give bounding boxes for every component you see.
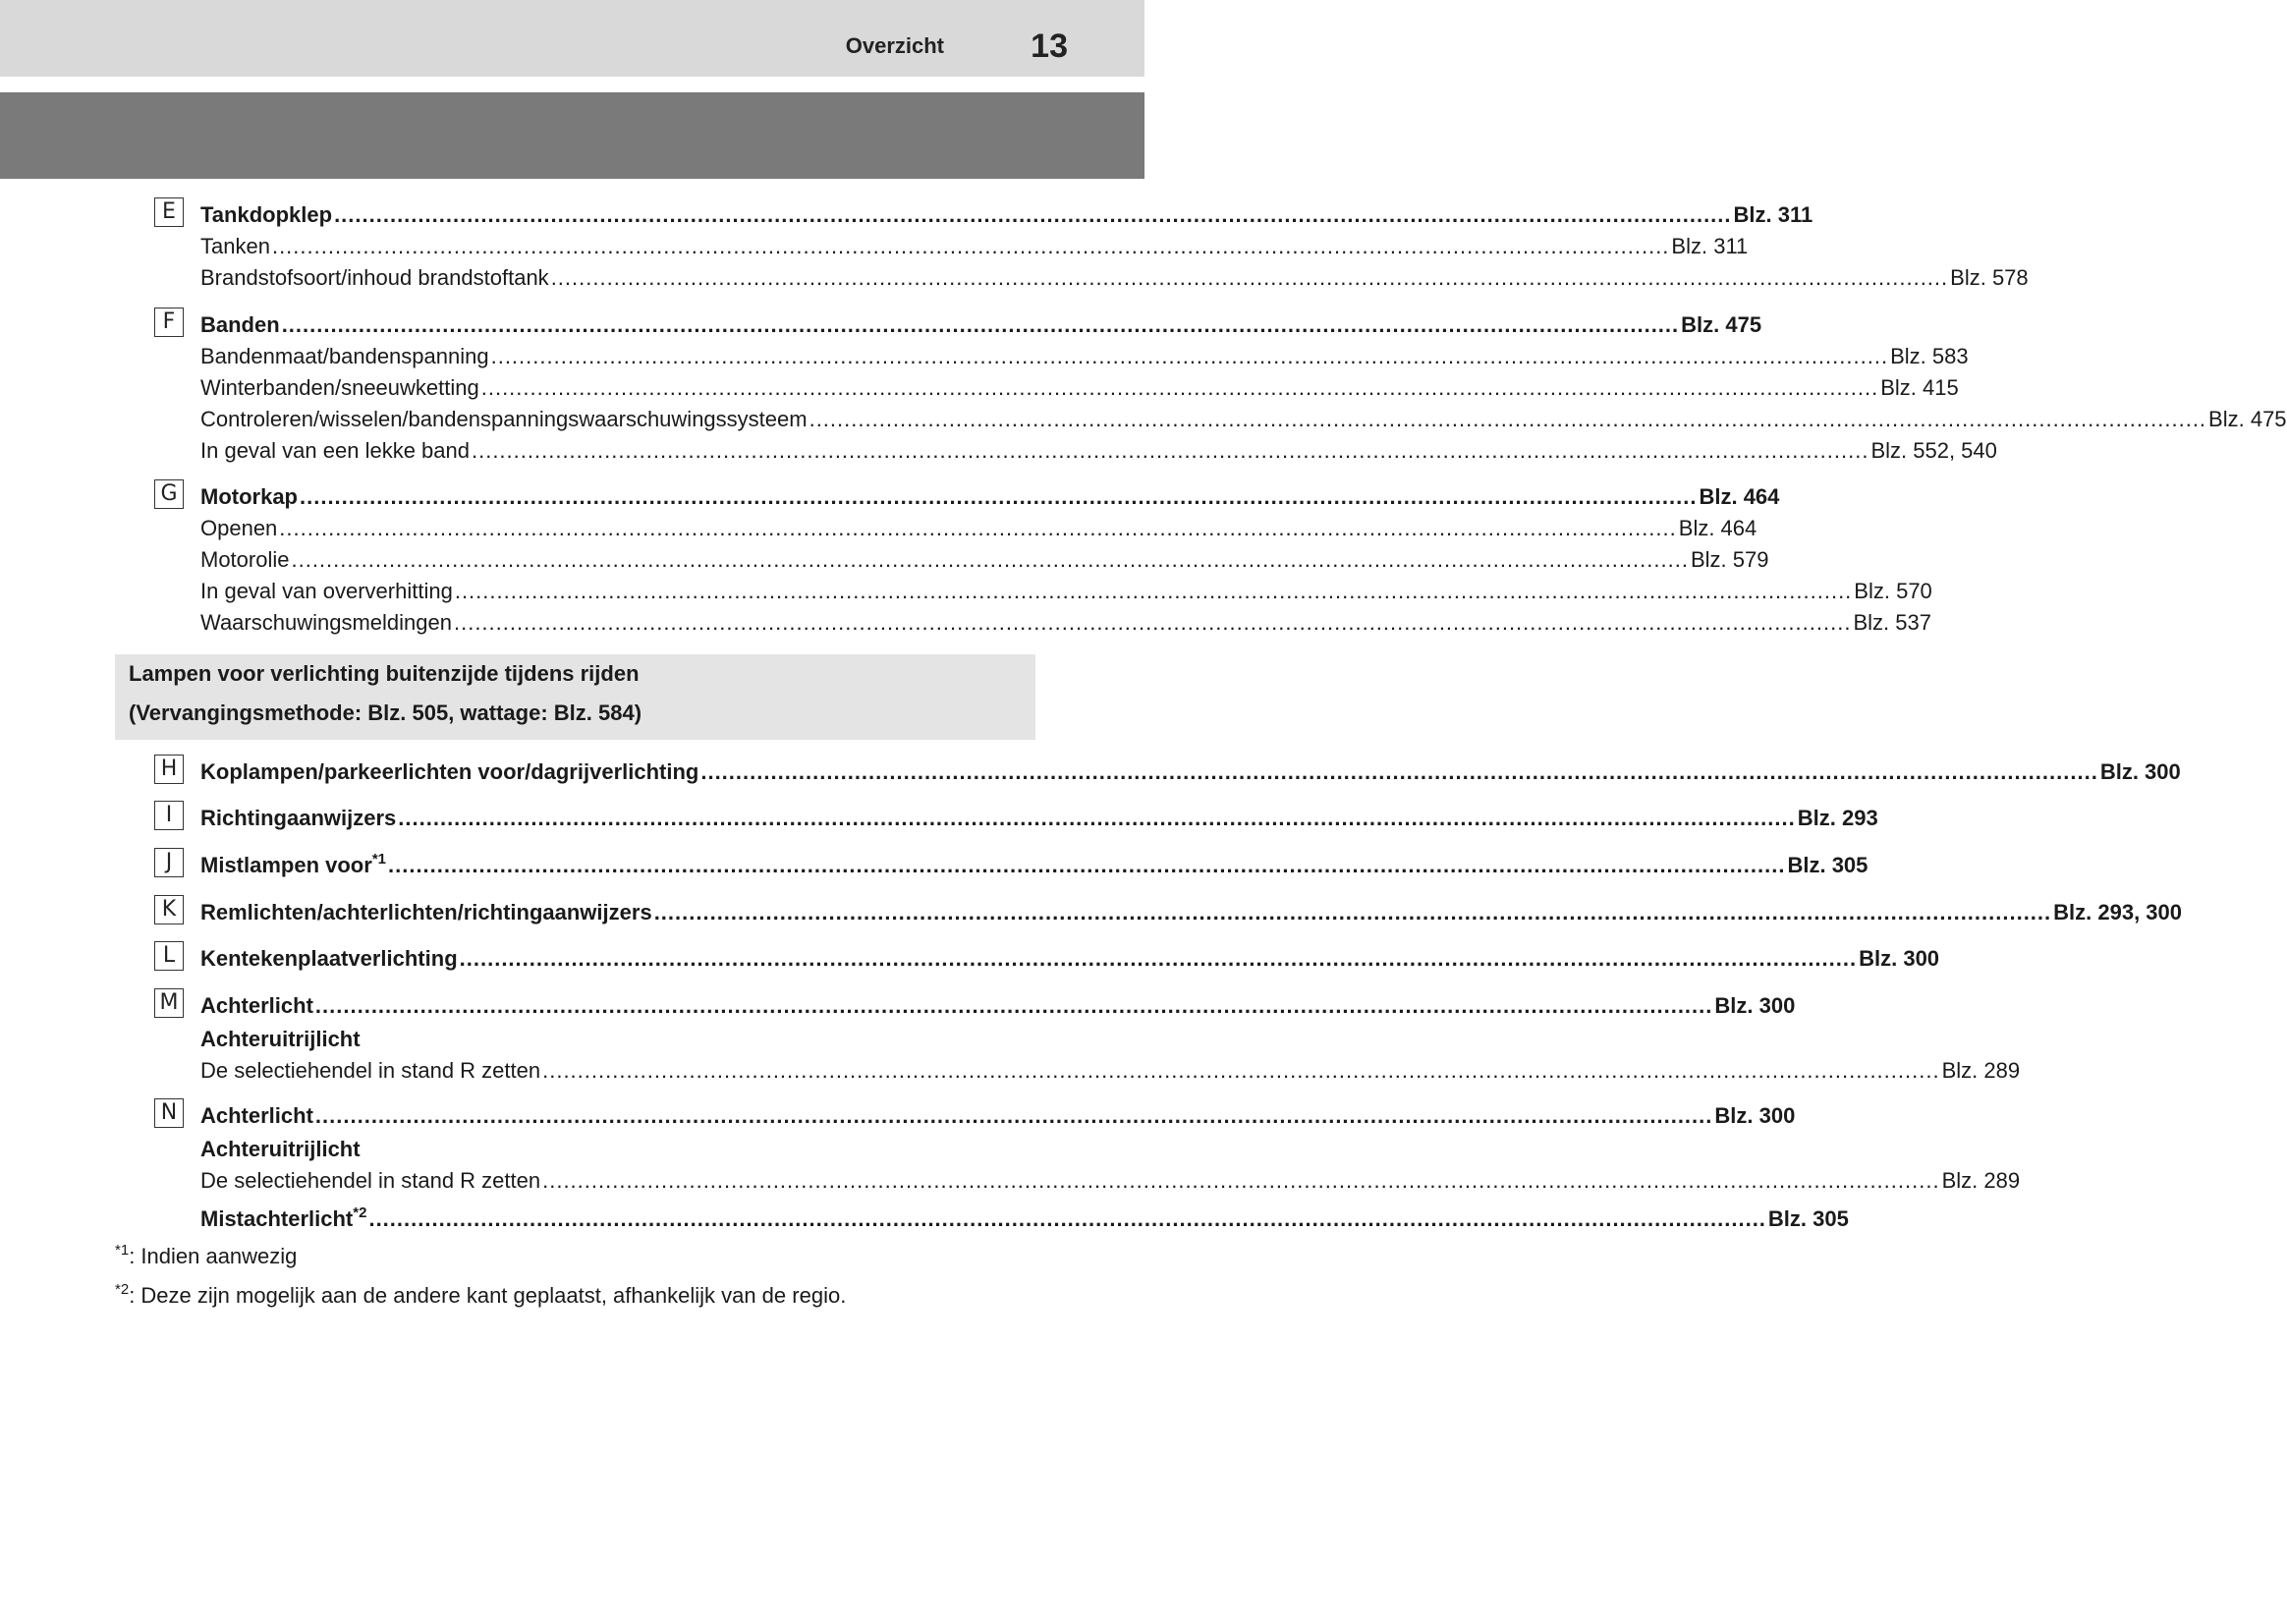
entry-label: In geval van een lekke band (200, 438, 470, 463)
entry-label: Motorkap (200, 484, 298, 509)
page-ref: Blz. 578 (1950, 265, 2029, 290)
index-entry: Kentekenplaatverlichting ........................................................................................................................................................................................................ Blz. 300 (200, 946, 1940, 971)
entry-label: Achterlicht (200, 993, 313, 1018)
callout-letter-h: H (154, 755, 184, 784)
index-entry: Openen ........................................................................................................................................................................................................ Blz. 464 (200, 516, 1757, 540)
page-ref: Blz. 293, 300 (2053, 900, 2183, 924)
callout-letter-k: K (154, 895, 184, 924)
index-entry: Motorkap ........................................................................................................................................................................................................ Blz. 464 (200, 484, 1780, 509)
callout-letter-e: E (154, 197, 184, 227)
page-ref: Blz. 300 (1859, 946, 1940, 971)
entry-label: Achteruitrijlicht (200, 1137, 361, 1161)
entry-label: Banden (200, 312, 280, 337)
index-entry: In geval van oververhitting ........................................................................................................................................................................................................ Blz. 570 (200, 579, 1932, 603)
callout-letter-n: N (154, 1098, 184, 1128)
callout-letter-m: M (154, 988, 184, 1018)
entry-label: Koplampen/parkeerlichten voor/dagrijverlichting (200, 759, 699, 784)
index-entry: De selectiehendel in stand R zetten ........................................................................................................................................................................................................ Blz. 289 (200, 1058, 2021, 1083)
entry-label: Tanken (200, 234, 270, 258)
index-entry: Koplampen/parkeerlichten voor/dagrijverlichting ........................................................................................................................................................................................................ Blz. 300 (200, 759, 2181, 784)
entry-label: Controleren/wisselen/bandenspanningswaarschuwingssysteem (200, 407, 808, 431)
entry-label: In geval van oververhitting (200, 579, 453, 603)
footnote-mark: *2 (115, 1281, 130, 1298)
index-entry: Achterlicht ........................................................................................................................................................................................................ Blz. 300 (200, 993, 1796, 1018)
entry-label: Motorolie (200, 547, 290, 572)
index-entry: Banden ........................................................................................................................................................................................................ Blz. 475 (200, 312, 1762, 337)
page-ref: Blz. 311 (1733, 202, 1813, 227)
callout-letter-j: J (154, 848, 184, 877)
page-ref: Blz. 305 (1787, 853, 1869, 877)
lamp-section-heading (115, 654, 1035, 740)
entry-label: Waarschuwingsmeldingen (200, 610, 452, 635)
page-ref: Blz. 570 (1854, 579, 1932, 603)
index-entry: Waarschuwingsmeldingen ........................................................................................................................................................................................................ Blz. 537 (200, 610, 1931, 635)
entry-label: Achterlicht (200, 1103, 313, 1128)
index-entry: Mistlampen voor$^{*1}$ ........................................................................................................................................................................................................ Blz. 305 (200, 851, 1869, 877)
index-entry: Remlichten/achterlichten/richtingaanwijzers ........................................................................................................................................................................................................ Blz. 293, 300 (200, 900, 2183, 924)
index-entry: Bandenmaat/bandenspanning ........................................................................................................................................................................................................ Blz. 583 (200, 344, 1969, 368)
page-ref: Blz. 537 (1853, 610, 1931, 635)
index-entry: Winterbanden/sneeuwketting ........................................................................................................................................................................................................ Blz. 415 (200, 375, 1959, 400)
index-entry: Richtingaanwijzers ........................................................................................................................................................................................................ Blz. 293 (200, 806, 1878, 830)
page-ref: Blz. 289 (1941, 1168, 2021, 1193)
page-ref: Blz. 289 (1941, 1058, 2021, 1083)
page-ref: Blz. 552, 540 (1870, 438, 1997, 463)
callout-letter-g: G (154, 479, 184, 509)
callout-letter-l: L (154, 941, 184, 971)
entry-label: De selectiehendel in stand R zetten (200, 1058, 541, 1083)
footnote (115, 1244, 297, 1269)
footnote-mark: *1 (371, 851, 386, 868)
entry-label: Winterbanden/sneeuwketting (200, 375, 479, 400)
entry-label: Tankdopklep (200, 202, 333, 227)
entry-label: Bandenmaat/bandenspanning (200, 344, 489, 368)
footnote-text: : Indien aanwezig (129, 1244, 298, 1268)
entry-label: Openen (200, 516, 278, 540)
page-header-bar (0, 0, 1144, 77)
callout-letter-f: F (154, 308, 184, 337)
index-entry (200, 1023, 361, 1052)
index-entry: Motorolie ........................................................................................................................................................................................................ Blz. 579 (200, 547, 1769, 572)
page-ref: Blz. 300 (1714, 993, 1796, 1018)
page-ref: Blz. 464 (1678, 516, 1757, 540)
callout-letter-i: I (154, 801, 184, 830)
page-ref: Blz. 464 (1699, 484, 1780, 509)
index-entry: Achterlicht ........................................................................................................................................................................................................ Blz. 300 (200, 1103, 1796, 1128)
page-ref: Blz. 293 (1797, 806, 1878, 830)
index-entry: Brandstofsoort/inhoud brandstoftank ........................................................................................................................................................................................................ Blz. 578 (200, 265, 2029, 290)
index-entry: Controleren/wisselen/bandenspanningswaarschuwingssysteem ........................................................................................................................................................................................................ Blz. 475 (200, 407, 2287, 431)
index-entry: Mistachterlicht$^{*2}$ ........................................................................................................................................................................................................ Blz. 305 (200, 1204, 1849, 1231)
index-entry: De selectiehendel in stand R zetten ........................................................................................................................................................................................................ Blz. 289 (200, 1168, 2021, 1193)
page-ref: Blz. 475 (2208, 407, 2287, 431)
page-ref: Blz. 300 (1714, 1103, 1796, 1128)
entry-label: Kentekenplaatverlichting (200, 946, 458, 971)
entry-label: Mistlampen voor (200, 853, 372, 877)
page-ref: Blz. 475 (1681, 312, 1762, 337)
lamp-section-subtitle: (Vervangingsmethode: Blz. 505, wattage: Blz. 584) (129, 700, 642, 725)
page-number: 13 (1031, 28, 1068, 65)
page-ref: Blz. 579 (1690, 547, 1769, 572)
entry-label: Mistachterlicht (200, 1206, 354, 1231)
index-entry: Tankdopklep ........................................................................................................................................................................................................ Blz. 311 (200, 202, 1813, 227)
index-entry (200, 1133, 361, 1162)
footnote (115, 1283, 846, 1309)
page-ref: Blz. 415 (1880, 375, 1959, 400)
footnote-mark: *2 (353, 1204, 367, 1221)
page-ref: Blz. 305 (1767, 1206, 1849, 1231)
index-entry: Tanken ........................................................................................................................................................................................................ Blz. 311 (200, 234, 1749, 258)
entry-label: Achteruitrijlicht (200, 1027, 361, 1051)
entry-label: Remlichten/achterlichten/richtingaanwijzers (200, 900, 652, 924)
entry-label: Brandstofsoort/inhoud brandstoftank (200, 265, 549, 290)
section-title: Overzicht (845, 33, 944, 58)
lamp-section-title: Lampen voor verlichting buitenzijde tijdens rijden (129, 661, 640, 686)
index-entry: In geval van een lekke band ........................................................................................................................................................................................................ Blz. 552, 540 (200, 438, 1997, 463)
footnote-mark: *1 (115, 1242, 130, 1259)
entry-label: De selectiehendel in stand R zetten (200, 1168, 541, 1193)
page-ref: Blz. 311 (1671, 234, 1749, 258)
footnote-text: : Deze zijn mogelijk aan de andere kant geplaatst, afhankelijk van de regio. (129, 1283, 847, 1308)
page-ref: Blz. 583 (1890, 344, 1969, 368)
page-ref: Blz. 300 (2099, 759, 2181, 784)
entry-label: Richtingaanwijzers (200, 806, 397, 830)
header-band (0, 92, 1144, 179)
